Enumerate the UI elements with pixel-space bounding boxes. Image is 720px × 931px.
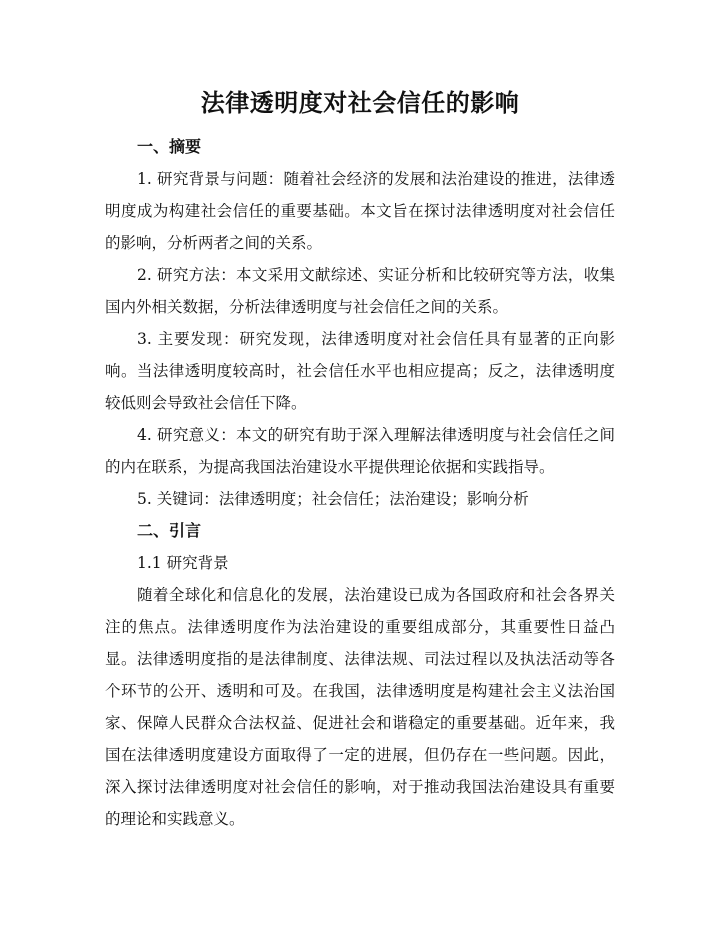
subsection-heading-research-background: 1.1 研究背景 [137, 554, 229, 572]
abstract-item-findings: 3. 主要发现：研究发现，法律透明度对社会信任具有显著的正向影响。当法律透明度较高时，社会信任水平也相应提高；反之，法律透明度较低则会导致社会信任下降。 [105, 330, 615, 412]
document-title: 法律透明度对社会信任的影响 [200, 89, 520, 117]
introduction-body-paragraph: 随着全球化和信息化的发展，法治建设已成为各国政府和社会各界关注的焦点。法律透明度作为法治建设的重要组成部分，其重要性日益凸显。法律透明度指的是法律制度、法律法规、司法过程以及执法活动等各个环节的公开、透明和可及。在我国，法律透明度是构建社会主义法治国家、保障人民群众合法权益、促进社会和谐稳定的重要基础。近年来，我国在法律透明度建设方面取得了一定的进展，但仍存在一些问题。因此，深入探讨法律透明度对社会信任的影响，对于推动我国法治建设具有重要的理论和实践意义。 [105, 586, 615, 828]
abstract-item-background: 1. 研究背景与问题：随着社会经济的发展和法治建设的推进，法律透明度成为构建社会信任的重要基础。本文旨在探讨法律透明度对社会信任的影响，分析两者之间的关系。 [105, 170, 615, 252]
abstract-item-significance: 4. 研究意义：本文的研究有助于深入理解法律透明度与社会信任之间的内在联系，为提高我国法治建设水平提供理论依据和实践指导。 [105, 426, 615, 476]
abstract-item-keywords: 5. 关键词：法律透明度；社会信任；法治建设；影响分析 [137, 490, 529, 508]
section-heading-introduction: 二、引言 [137, 521, 202, 540]
abstract-item-methods: 2. 研究方法：本文采用文献综述、实证分析和比较研究等方法，收集国内外相关数据，分析法律透明度与社会信任之间的关系。 [105, 266, 615, 316]
section-heading-abstract: 一、摘要 [137, 137, 202, 156]
